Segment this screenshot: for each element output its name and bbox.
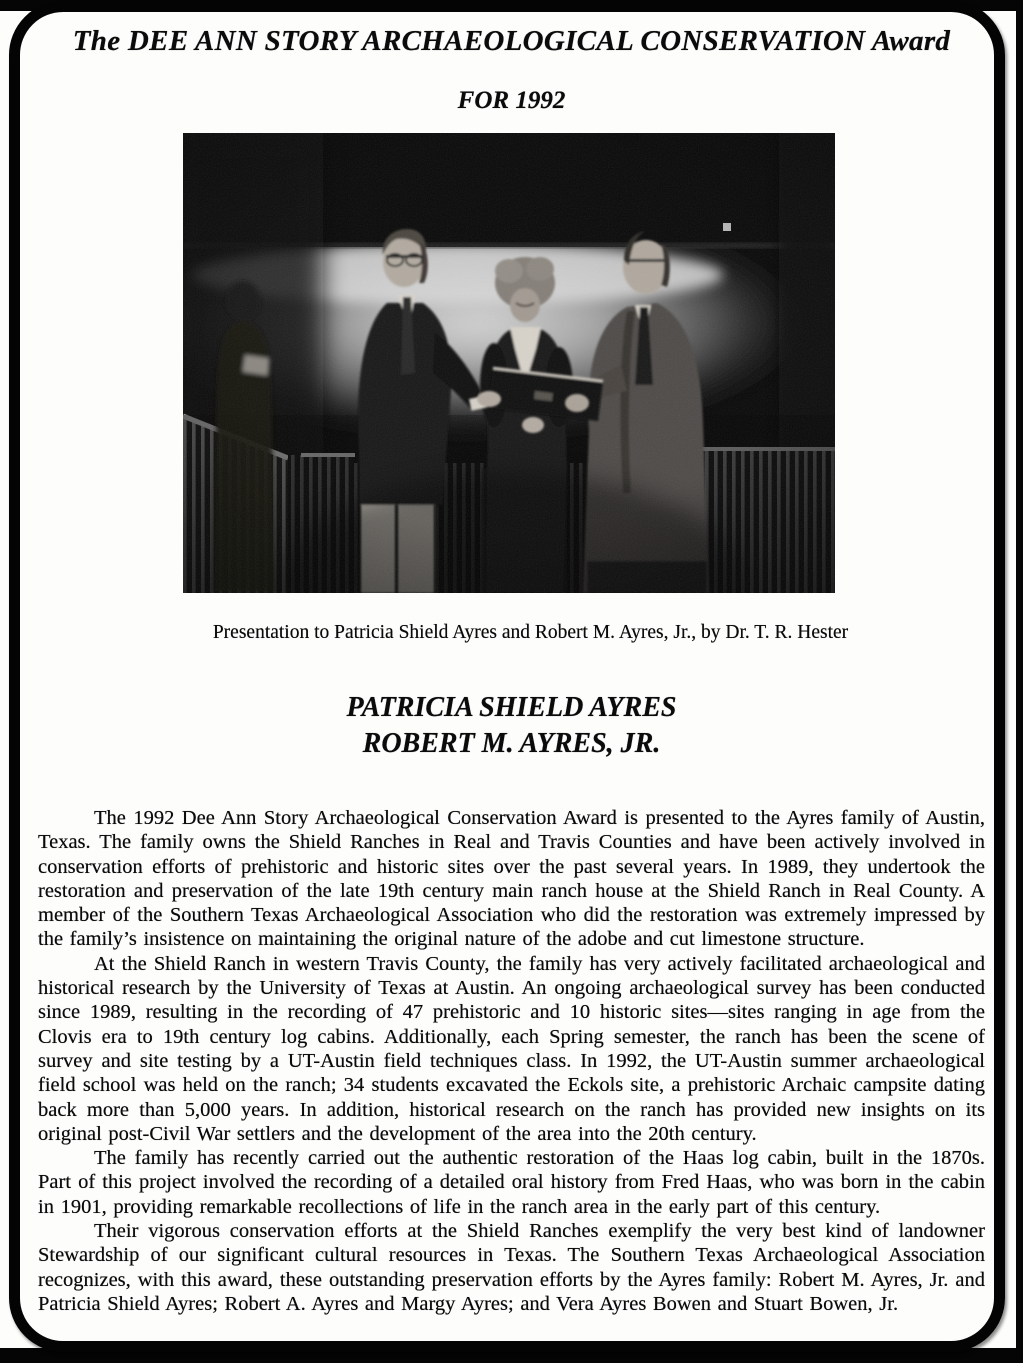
- body-paragraph-2: At the Shield Ranch in western Travis County, the family has very actively facilitated archaeological and historical research by the University of Texas at Austin. An ongoing archaeological survey has been conducted since 1989, resulting in the recording of 47 prehistoric and 10 historic sites—sites ranging in age from the Clovis era to 19th century log cabins. Additionally, each Spring semester, the ranch has been the scene of survey and site testing by a UT-Austin field techniques class. In 1992, the UT-Austin summer archaeological field school was held on the ranch; 34 students excavated the Eckols site, a prehistoric Archaic campsite dating back more than 5,000 years. In addition, historical research on the ranch has provided new insights on its original post-Civil War settlers and the development of the area into the 20th century.: [38, 952, 985, 1145]
- photo-grain: [183, 133, 835, 593]
- photo-caption: Presentation to Patricia Shield Ayres and Robert M. Ayres, Jr., by Dr. T. R. Hester: [212, 622, 849, 643]
- honoree-name-2: ROBERT M. AYRES, JR.: [362, 728, 661, 759]
- honoree-names: [0, 690, 1023, 762]
- photo-illustration: [183, 133, 835, 593]
- body-text: [38, 806, 985, 1316]
- body-paragraph-1: The 1992 Dee Ann Story Archaeological Conservation Award is presented to the Ayres family of Austin, Texas. The family owns the Shield Ranches in Real and Travis Counties and have been actively involved in conservation efforts of prehistoric and historic sites over the past several years. In 1989, they undertook the restoration and preservation of the late 19th century main ranch house at the Shield Ranch in Real County. A member of the Southern Texas Archaeological Association who did the restoration was extremely impressed by the family’s insistence on maintaining the original nature of the adobe and cut limestone structure.: [38, 807, 985, 951]
- honoree-name-1: PATRICIA SHIELD AYRES: [346, 692, 677, 723]
- document-year: FOR 1992: [457, 87, 566, 114]
- body-paragraph-3: The family has recently carried out the authentic restoration of the Haas log cabin, built in the 1870s. Part of this project involved the recording of a detailed oral history from Fred Haas, who was born in the cabin in 1901, providing remarkable recollections of life in the ranch area in the early part of this century.: [38, 1147, 985, 1218]
- body-paragraph-4: Their vigorous conservation efforts at the Shield Ranches exemplify the very best kind of landowner Stewardship of our significant cultural resources in Texas. The Southern Texas Archaeological Association recognizes, with this award, these outstanding preservation efforts by the Ayres family: Robert M. Ayres, Jr. and Patricia Shield Ayres; Robert A. Ayres and Margy Ayres; and Vera Ayres Bowen and Stuart Bowen, Jr.: [38, 1220, 985, 1315]
- document-title: The DEE ANN STORY ARCHAEOLOGICAL CONSERVATION Award: [72, 25, 951, 57]
- award-presentation-photo: [183, 133, 835, 593]
